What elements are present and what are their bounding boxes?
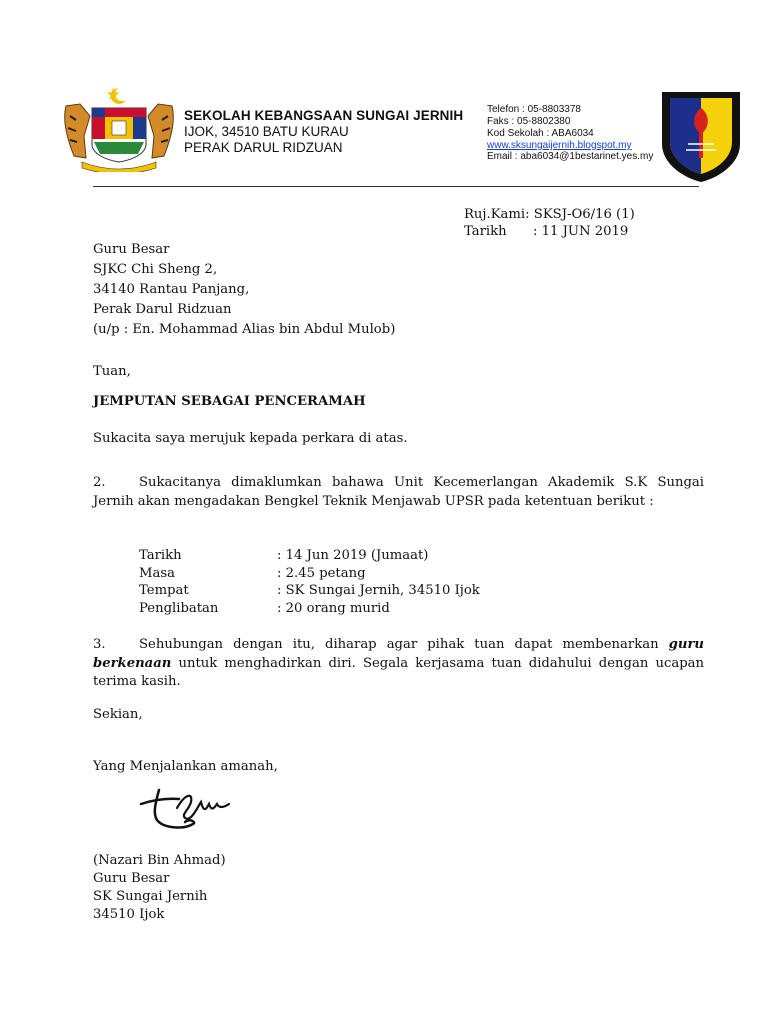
address-line-2: PERAK DARUL RIDZUAN [184,140,343,155]
detail-value-masa: : 2.45 petang [277,566,366,581]
address-line-1: IJOK, 34510 BATU KURAU [184,124,349,139]
detail-label-tempat: Tempat [139,583,189,598]
recipient-line-4: Perak Darul Ridzuan [93,302,232,317]
para-3-text-after: untuk menghadirkan diri. Segala kerjasama tuan didahului dengan ucapan terima kasih. [93,655,704,689]
letterhead-divider [93,186,699,187]
subject: JEMPUTAN SEBAGAI PENCERAMAH [93,394,366,409]
detail-value-penglibatan: : 20 orang murid [277,601,390,616]
para-3-emphasis: guru berkenaan [93,637,704,671]
detail-value-tarikh: : 14 Jun 2019 (Jumaat) [277,548,429,563]
para-3-number: 3. [93,637,106,652]
ruj-kami-value: SKSJ-O6/16 (1) [533,207,635,222]
para-3-text-before: Sehubungan dengan itu, diharap agar pihak tuan dapat membenarkan [139,637,669,652]
telefon: Telefon : 05-8803378 [487,104,581,115]
tarikh-label: Tarikh [464,224,507,239]
recipient-line-3: 34140 Rantau Panjang, [93,282,250,297]
ruj-kami-label: Ruj.Kami [464,207,526,222]
yang-menjalankan-amanah: Yang Menjalankan amanah, [93,759,278,774]
signatory-place: 34510 Ijok [93,907,165,922]
website-link[interactable]: www.sksungaijernih.blogspot.my [487,140,632,151]
ruj-kami-line: Ruj.Kami: SKSJ-O6/16 (1) [464,207,635,222]
school-badge-icon [656,84,746,184]
detail-value-tempat: : SK Sungai Jernih, 34510 Ijok [277,583,480,598]
detail-label-masa: Masa [139,566,175,581]
detail-label-tarikh: Tarikh [139,548,182,563]
para-2 [93,474,704,511]
recipient-line-1: Guru Besar [93,242,170,257]
signatory-title: Guru Besar [93,871,170,886]
recipient-line-2: SJKC Chi Sheng 2, [93,262,218,277]
recipient-line-5: (u/p : En. Mohammad Alias bin Abdul Mulob) [93,322,396,337]
signature-icon [93,778,293,838]
signatory-school: SK Sungai Jernih [93,889,208,904]
para-2-text: Sukacitanya dimaklumkan bahawa Unit Kecemerlangan Akademik S.K Sungai Jernih akan mengadakan Bengkel Teknik Menjawab UPSR pada ketentuan berikut : [93,475,704,509]
malaysia-coat-of-arms-icon [60,86,178,172]
faks: Faks : 05-8802380 [487,116,571,127]
detail-label-penglibatan: Penglibatan [139,601,219,616]
tarikh-value: : 11 JUN 2019 [533,224,629,239]
email: Email : aba6034@1bestarinet.yes.my [487,151,654,162]
para-2-number: 2. [93,475,106,490]
school-name: SEKOLAH KEBANGSAAN SUNGAI JERNIH [184,108,464,123]
kod-sekolah: Kod Sekolah : ABA6034 [487,128,594,139]
signatory-name: (Nazari Bin Ahmad) [93,853,226,868]
closing: Sekian, [93,707,143,722]
para-3 [93,636,704,692]
para-1: Sukacita saya merujuk kepada perkara di atas. [93,431,408,446]
salutation: Tuan, [93,364,131,379]
